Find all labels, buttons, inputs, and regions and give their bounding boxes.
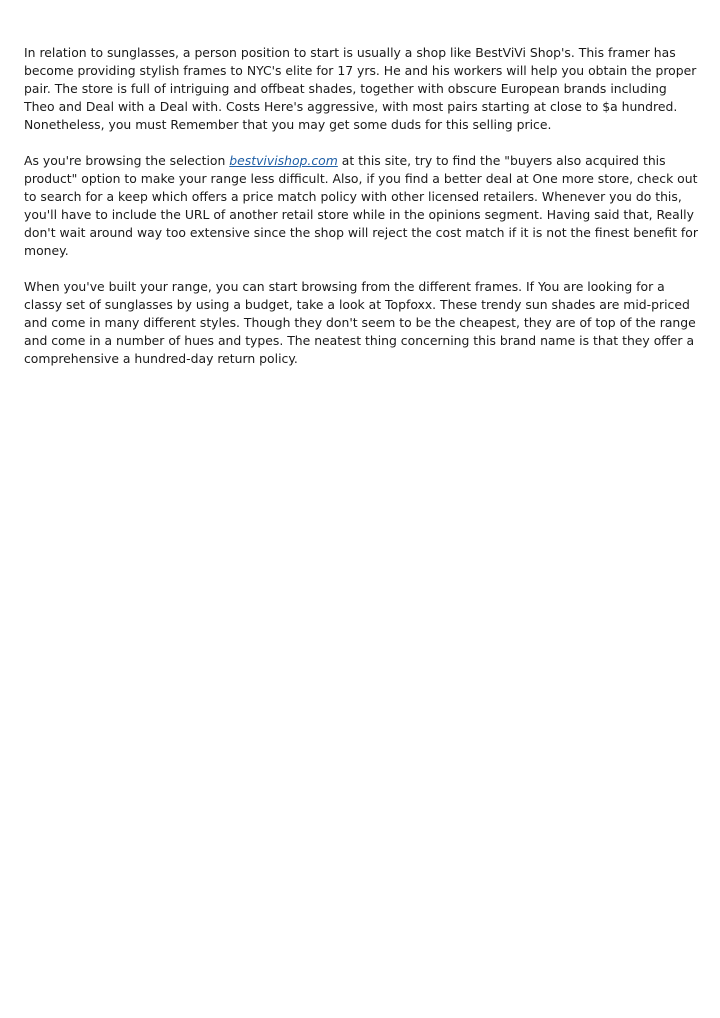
paragraph-2-lead-text: As you're browsing the selection (24, 153, 230, 168)
paragraph-3-text: When you've built your range, you can start browsing from the different frames. If You are looking for a classy set of sunglasses by using a budget, take a look at Topfoxx. These trendy sun shades are mid-priced and come in many different styles. Though they don't seem to be the cheapest, they are of top of the range and come in a number of hues and types. The neatest thing concerning this brand name is that they offer a comprehensive a hundred-day return policy. (24, 279, 696, 366)
paragraph-2-tail-text: at this site, try to find the "buyers also acquired this product" option to make your range less difficult. Also, if you find a better deal at One more store, check out to search for a keep which offers a price match policy with other licensed retailers. Whenever you do this, you'll have to include the URL of another retail store while in the opinions segment. Having said that, Really don't wait around way too extensive since the shop will reject the cost match if it is not the finest benefit for money. (24, 153, 698, 258)
paragraph-1 (24, 44, 700, 134)
paragraph-1-text: In relation to sunglasses, a person position to start is usually a shop like BestViVi Shop's. This framer has become providing stylish frames to NYC's elite for 17 yrs. He and his workers will help you obtain the proper pair. The store is full of intriguing and offbeat shades, together with obscure European brands including Theo and Deal with a Deal with. Costs Here's aggressive, with most pairs starting at close to $a hundred. Nonetheless, you must Remember that you may get some duds for this selling price. (24, 45, 697, 132)
paragraph-3 (24, 278, 700, 368)
document-body (24, 44, 700, 386)
bestvivishop-link[interactable]: bestvivishop.com (229, 153, 338, 168)
paragraph-2 (24, 152, 700, 260)
